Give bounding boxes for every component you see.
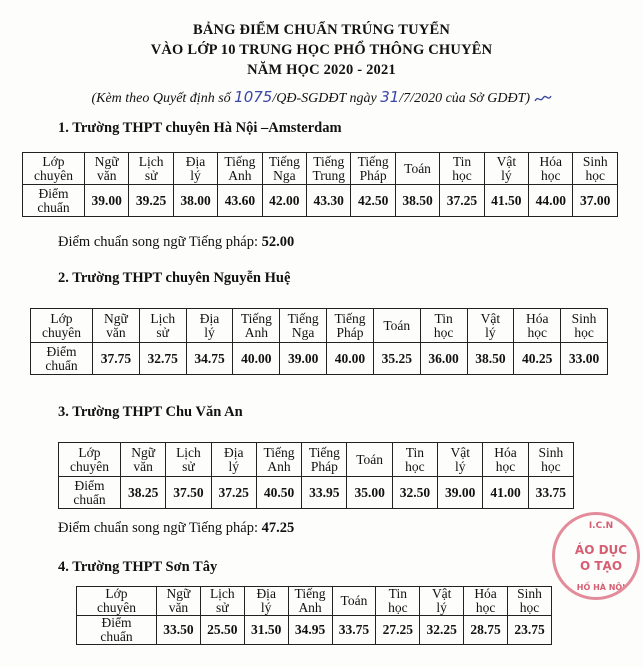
bilingual-score: 47.25 xyxy=(261,520,295,536)
seal-text-bottom: HỐ HÀ NỘI xyxy=(576,583,626,592)
score-cell: 37.50 xyxy=(166,477,211,509)
official-seal xyxy=(552,512,640,600)
cell-line: học xyxy=(574,324,594,340)
subject-header xyxy=(327,309,374,343)
score-cell: 37.25 xyxy=(211,477,256,509)
subject-header xyxy=(262,153,306,185)
cell-line: lý xyxy=(204,324,215,340)
cell-line: lý xyxy=(485,324,496,340)
subject-header xyxy=(233,309,280,343)
cell-line: Nga xyxy=(273,167,296,183)
score-cell: 40.00 xyxy=(327,343,374,375)
cell-line: Pháp xyxy=(359,167,387,183)
cell-line: sử xyxy=(156,324,169,340)
subject-header xyxy=(395,153,439,185)
cell-line: Nga xyxy=(291,324,315,340)
subject-header xyxy=(420,587,464,616)
signature-mark xyxy=(534,93,552,105)
subject-header xyxy=(173,153,217,185)
cell-line: chuyên xyxy=(97,600,136,615)
cell-line: chuyên xyxy=(42,324,81,340)
score-cell: 39.25 xyxy=(129,185,173,217)
subject-header xyxy=(211,443,256,477)
subject-header xyxy=(528,443,573,477)
cell-line: Địa xyxy=(199,310,220,326)
subject-header xyxy=(302,443,347,477)
subject-header xyxy=(440,153,484,185)
bilingual-label: Điểm chuẩn song ngữ Tiếng pháp: xyxy=(58,520,258,536)
cell-line: lý xyxy=(436,600,447,615)
cell-line: Lịch xyxy=(138,153,164,169)
subject-header xyxy=(464,587,508,616)
class-label xyxy=(23,153,85,185)
score-cell: 33.75 xyxy=(528,477,573,509)
cell-line: Toán xyxy=(340,593,368,608)
subject-header xyxy=(85,153,129,185)
subject-header xyxy=(373,309,420,343)
cell-line: Anh xyxy=(228,167,252,183)
score-cell: 31.50 xyxy=(244,616,288,645)
subject-row xyxy=(31,309,608,343)
cell-line: Anh xyxy=(267,458,291,474)
score-cell: 25.50 xyxy=(200,616,244,645)
cell-line: Sinh xyxy=(517,586,542,601)
cell-line: học xyxy=(527,324,547,340)
cell-line: Sinh xyxy=(538,444,564,460)
cell-line: Tiếng xyxy=(287,310,319,326)
cell-line: Điểm xyxy=(74,477,105,493)
score-cell: 42.50 xyxy=(351,185,395,217)
cell-line: chuẩn xyxy=(100,629,133,644)
cell-line: Lớp xyxy=(78,444,101,460)
score-cell: 28.75 xyxy=(464,616,508,645)
subject-header xyxy=(129,153,173,185)
cell-line: Địa xyxy=(223,444,244,460)
subject-header xyxy=(166,443,211,477)
cell-line: văn xyxy=(96,167,117,183)
cell-line: Tiếng xyxy=(334,310,366,326)
cell-line: Điểm xyxy=(101,615,132,630)
score-cell: 35.25 xyxy=(373,343,420,375)
cell-line: học xyxy=(452,167,472,183)
cell-line: học xyxy=(433,324,454,340)
cell-line: văn xyxy=(106,324,126,340)
cell-line: sử xyxy=(182,458,195,474)
subject-header xyxy=(280,309,327,343)
subject-header xyxy=(186,309,233,343)
cell-line: Tin xyxy=(405,444,425,460)
doc-title-line2: VÀO LỚP 10 TRUNG HỌC PHỔ THÔNG CHUYÊN xyxy=(150,42,493,58)
decision-note-prefix: (Kèm theo Quyết định số xyxy=(91,91,231,106)
score-cell: 33.75 xyxy=(332,616,376,645)
cell-line: sử xyxy=(144,167,158,183)
score-cell: 37.25 xyxy=(440,185,484,217)
cell-line: Tin xyxy=(434,310,453,326)
subject-header xyxy=(332,587,376,616)
decision-note xyxy=(0,88,643,107)
cell-line: học xyxy=(519,600,540,615)
cell-line: Hóa xyxy=(539,153,563,169)
score-table-school-2 xyxy=(30,308,608,375)
cell-line: Lớp xyxy=(105,586,128,601)
cell-line: học xyxy=(475,600,496,615)
score-cell: 38.25 xyxy=(121,477,166,509)
cell-line: học xyxy=(495,458,516,474)
bilingual-note xyxy=(58,234,294,251)
score-cell: 27.25 xyxy=(376,616,420,645)
cell-line: Toán xyxy=(404,160,431,176)
score-cell: 32.50 xyxy=(392,477,437,509)
cell-line: Toán xyxy=(383,317,411,333)
cell-line: Ngữ xyxy=(166,586,191,601)
score-cell: 33.95 xyxy=(302,477,347,509)
subject-header xyxy=(121,443,166,477)
subject-header xyxy=(351,153,395,185)
subject-header xyxy=(376,587,420,616)
score-cell: 40.25 xyxy=(514,343,561,375)
score-cell: 32.25 xyxy=(420,616,464,645)
subject-header xyxy=(288,587,332,616)
decision-note-mid: /QĐ-SGDĐT ngày xyxy=(272,91,377,106)
score-label xyxy=(31,343,93,375)
subject-header xyxy=(483,443,528,477)
doc-title-line3: NĂM HỌC 2020 - 2021 xyxy=(247,62,396,78)
decision-day: 31 xyxy=(380,88,400,106)
cell-line: lý xyxy=(228,458,239,474)
cell-line: chuẩn xyxy=(45,357,78,373)
cell-line: lý xyxy=(260,600,272,615)
cell-line: Lịch xyxy=(209,586,235,601)
score-cell: 39.00 xyxy=(85,185,129,217)
cell-line: văn xyxy=(168,600,189,615)
cell-line: học xyxy=(541,458,561,474)
seal-text-mid2: O TẠO xyxy=(579,559,623,573)
seal-text-top: I.C.N xyxy=(588,521,614,531)
cell-line: Tiếng xyxy=(224,153,256,169)
school-heading: 4. Trường THPT Sơn Tây xyxy=(58,559,218,575)
decision-number: 1075 xyxy=(234,88,273,106)
subject-header xyxy=(484,153,528,185)
cell-line: Toán xyxy=(356,451,384,467)
score-cell: 42.00 xyxy=(262,185,306,217)
score-label xyxy=(77,616,157,645)
class-label xyxy=(77,587,157,616)
cell-line: Tiếng xyxy=(240,310,272,326)
subject-header xyxy=(514,309,561,343)
score-cell: 43.60 xyxy=(218,185,262,217)
class-label xyxy=(31,309,93,343)
score-cell: 40.50 xyxy=(256,477,301,509)
cell-line: Pháp xyxy=(336,324,364,340)
score-row xyxy=(77,616,552,645)
score-cell: 32.75 xyxy=(139,343,186,375)
cell-line: Hóa xyxy=(474,586,497,601)
subject-header xyxy=(420,309,467,343)
score-cell: 41.00 xyxy=(483,477,528,509)
score-cell: 34.95 xyxy=(288,616,332,645)
cell-line: Pháp xyxy=(310,458,338,474)
subject-header xyxy=(561,309,608,343)
score-cell: 38.50 xyxy=(467,343,514,375)
score-row xyxy=(31,343,608,375)
cell-line: Điểm xyxy=(46,343,77,359)
cell-line: Địa xyxy=(185,153,206,169)
score-cell: 35.00 xyxy=(347,477,392,509)
cell-line: Trung xyxy=(312,167,345,183)
cell-line: Điểm xyxy=(38,185,69,201)
score-cell: 44.00 xyxy=(529,185,573,217)
cell-line: Tiếng xyxy=(263,444,295,460)
subject-header xyxy=(139,309,186,343)
cell-line: Anh xyxy=(244,324,268,340)
bilingual-note xyxy=(58,520,294,537)
subject-header xyxy=(347,443,392,477)
cell-line: lý xyxy=(190,167,201,183)
cell-line: Sinh xyxy=(571,310,597,326)
cell-line: Tin xyxy=(452,153,472,169)
score-cell: 33.50 xyxy=(157,616,201,645)
cell-line: Vật xyxy=(431,586,452,601)
cell-line: chuẩn xyxy=(37,199,70,215)
cell-line: Tiếng xyxy=(268,153,300,169)
subject-header xyxy=(467,309,514,343)
bilingual-score: 52.00 xyxy=(261,234,295,250)
cell-line: Ngữ xyxy=(94,153,119,169)
cell-line: văn xyxy=(133,458,153,474)
subject-row xyxy=(77,587,552,616)
cell-line: Tiếng xyxy=(313,153,345,169)
subject-header xyxy=(244,587,288,616)
score-row xyxy=(23,185,618,217)
subject-header xyxy=(307,153,351,185)
school-heading: 1. Trường THPT chuyên Hà Nội –Amsterdam xyxy=(58,120,342,136)
cell-line: Tiếng xyxy=(308,444,340,460)
score-cell: 36.00 xyxy=(420,343,467,375)
cell-line: Tiếng xyxy=(294,586,326,601)
score-label xyxy=(59,477,121,509)
subject-row xyxy=(23,153,618,185)
school-heading: 2. Trường THPT chuyên Nguyễn Huệ xyxy=(58,270,291,286)
score-cell: 41.50 xyxy=(484,185,528,217)
cell-line: Hóa xyxy=(494,444,517,460)
cell-line: Lịch xyxy=(176,444,201,460)
cell-line: học xyxy=(405,458,425,474)
cell-line: Ngữ xyxy=(103,310,128,326)
class-label xyxy=(59,443,121,477)
score-row xyxy=(59,477,574,509)
score-cell: 34.75 xyxy=(186,343,233,375)
cell-line: lý xyxy=(454,458,466,474)
subject-header xyxy=(529,153,573,185)
cell-line: Địa xyxy=(256,586,276,601)
cell-line: Vật xyxy=(480,310,501,326)
score-table-school-1 xyxy=(22,152,618,217)
score-cell: 33.00 xyxy=(561,343,608,375)
school-heading: 3. Trường THPT Chu Văn An xyxy=(58,404,243,420)
cell-line: sử xyxy=(216,600,229,615)
cell-line: Lớp xyxy=(42,153,65,169)
cell-line: chuẩn xyxy=(73,491,106,507)
score-cell: 37.75 xyxy=(93,343,140,375)
subject-header xyxy=(218,153,262,185)
score-cell: 43.30 xyxy=(307,185,351,217)
score-cell: 38.00 xyxy=(173,185,217,217)
subject-header xyxy=(157,587,201,616)
cell-line: chuyên xyxy=(70,458,109,474)
score-cell: 37.00 xyxy=(573,185,618,217)
subject-header xyxy=(508,587,552,616)
subject-header xyxy=(573,153,618,185)
cell-line: chuyên xyxy=(34,167,73,183)
subject-header xyxy=(93,309,140,343)
cell-line: Tiếng xyxy=(357,153,389,169)
cell-line: lý xyxy=(501,167,512,183)
seal-text-mid1: ÁO DỤC xyxy=(574,543,628,557)
cell-line: Sinh xyxy=(582,153,608,169)
subject-row xyxy=(59,443,574,477)
score-cell: 38.50 xyxy=(395,185,439,217)
score-table-school-3 xyxy=(58,442,574,509)
cell-line: Lớp xyxy=(50,310,73,326)
score-cell: 23.75 xyxy=(508,616,552,645)
cell-line: Vật xyxy=(496,153,517,169)
cell-line: học xyxy=(388,600,408,615)
subject-header xyxy=(438,443,483,477)
bilingual-label: Điểm chuẩn song ngữ Tiếng pháp: xyxy=(58,234,258,250)
cell-line: Anh xyxy=(298,600,322,615)
cell-line: Tin xyxy=(388,586,407,601)
cell-line: Hóa xyxy=(525,310,549,326)
subject-header xyxy=(256,443,301,477)
score-cell: 39.00 xyxy=(280,343,327,375)
score-table-school-4 xyxy=(76,586,552,645)
subject-header xyxy=(200,587,244,616)
score-cell: 40.00 xyxy=(233,343,280,375)
cell-line: Vật xyxy=(450,444,470,460)
cell-line: Lịch xyxy=(150,310,176,326)
score-label xyxy=(23,185,85,217)
doc-title-line1: BẢNG ĐIỂM CHUẨN TRÚNG TUYỂN xyxy=(192,22,451,38)
cell-line: Ngữ xyxy=(131,444,156,460)
subject-header xyxy=(392,443,437,477)
score-cell: 39.00 xyxy=(438,477,483,509)
cell-line: học xyxy=(541,167,561,183)
cell-line: học xyxy=(585,167,605,183)
decision-note-suffix: /7/2020 của Sở GDĐT) xyxy=(399,91,531,106)
